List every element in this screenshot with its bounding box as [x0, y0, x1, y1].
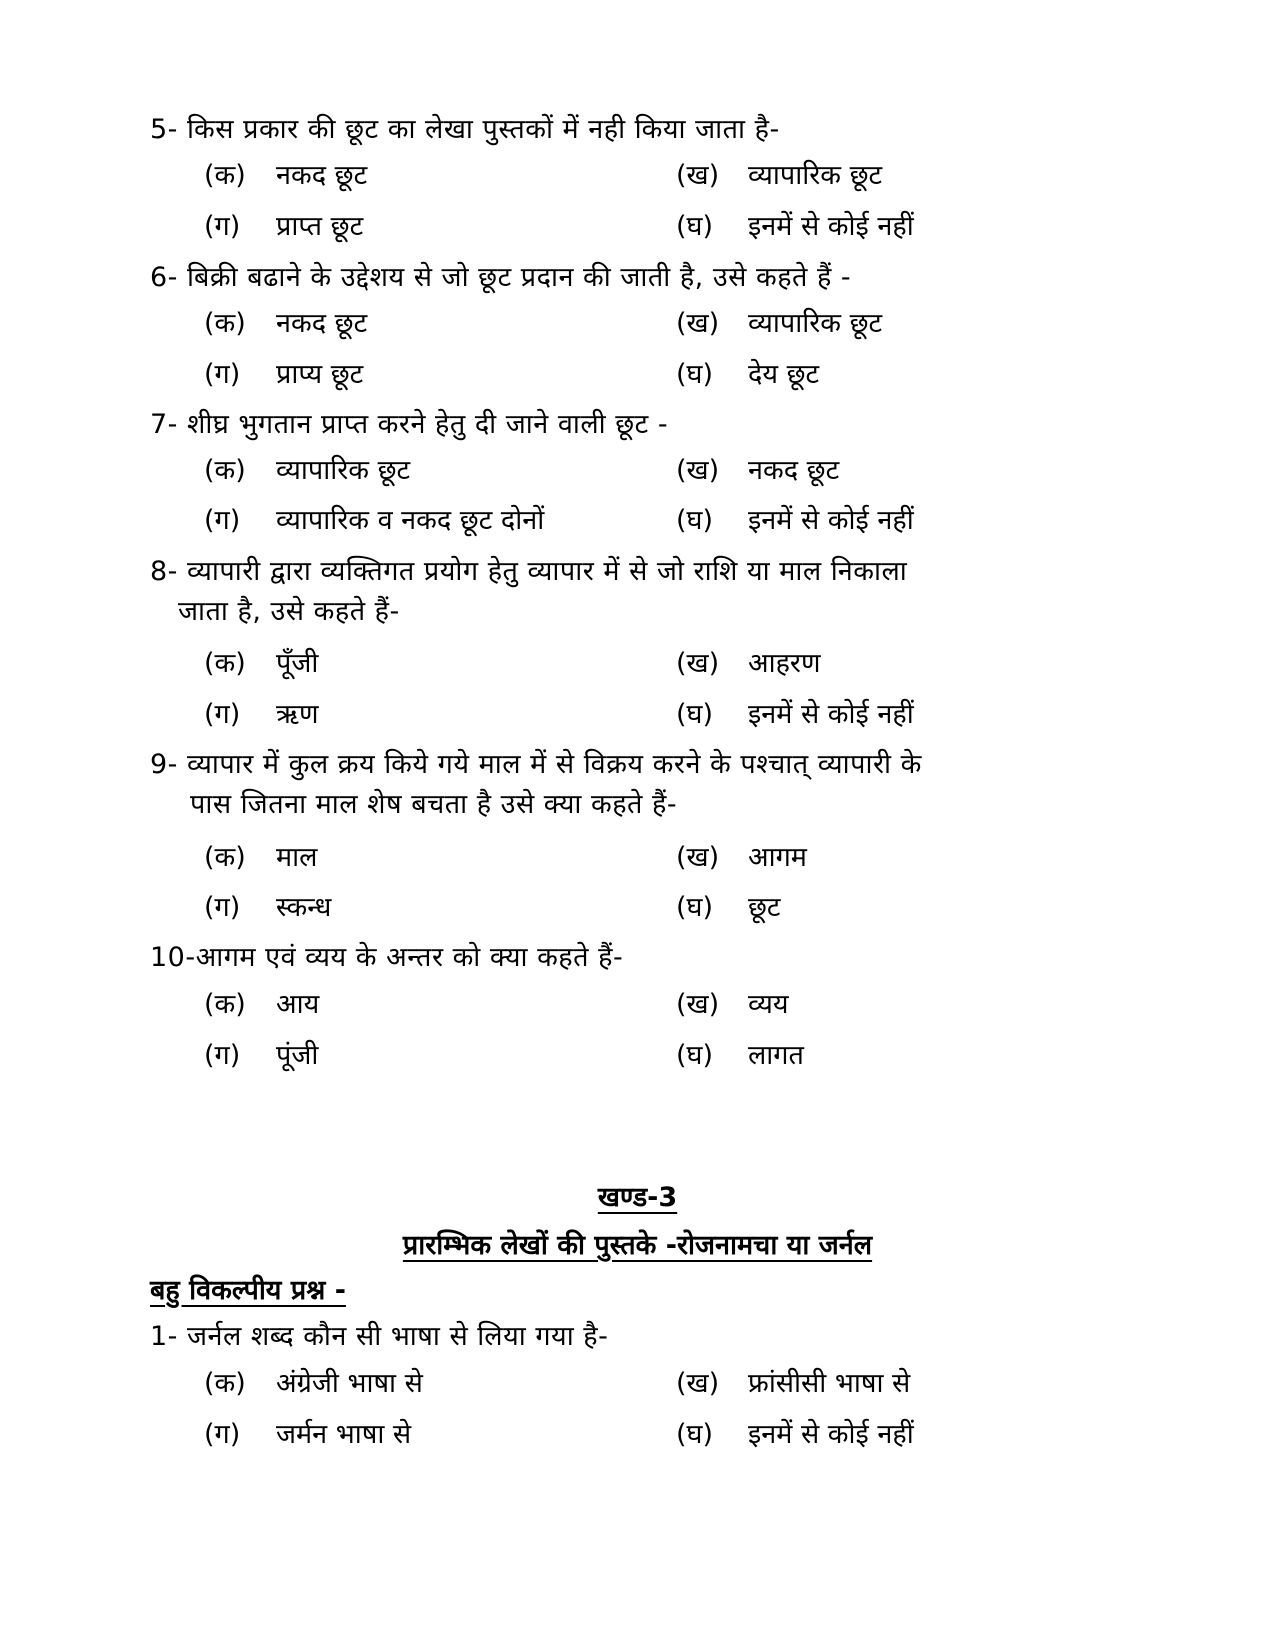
- option-text: नकद छूट: [276, 308, 368, 339]
- section-heading-text: खण्ड-3: [597, 1182, 678, 1213]
- question-text-continued: जाता है, उसे कहते हैं-: [178, 596, 400, 627]
- option-label: (क): [204, 308, 246, 339]
- option-label: (ग): [204, 892, 241, 923]
- option-text: व्यापारिक व नकद छूट दोनों: [276, 505, 545, 536]
- option-text: इनमें से कोई नहीं: [748, 505, 914, 536]
- question-number: 9-: [150, 749, 178, 780]
- option-label: (क): [204, 648, 246, 679]
- option-c: [204, 1417, 411, 1453]
- option-label: (घ): [676, 505, 714, 536]
- option-text: देय छूट: [748, 359, 820, 390]
- option-b: [676, 1366, 910, 1402]
- question-number: 8-: [150, 556, 178, 587]
- question-text: शीघ्र भुगतान प्राप्त करने हेतु दी जाने वाली छूट -: [187, 409, 669, 440]
- option-label: (क): [204, 842, 246, 873]
- option-text: प्राप्य छूट: [276, 359, 364, 390]
- option-label: (ग): [204, 1040, 241, 1071]
- option-label: (क): [204, 455, 246, 486]
- question-number: 10-: [150, 942, 196, 973]
- option-text: व्यापारिक छूट: [748, 308, 883, 339]
- section-question-1: [150, 1317, 1110, 1357]
- option-label: (क): [204, 1368, 246, 1399]
- option-d: [676, 503, 914, 539]
- option-label: (ग): [204, 1419, 241, 1450]
- option-c: [204, 1038, 318, 1074]
- option-text: जर्मन भाषा से: [276, 1419, 412, 1450]
- option-a: [204, 306, 367, 342]
- question-8: [150, 552, 1110, 632]
- option-text: इनमें से कोई नहीं: [748, 699, 914, 730]
- option-label: (ख): [676, 1368, 720, 1399]
- option-b: [676, 646, 821, 682]
- section-title: [0, 1228, 1275, 1264]
- question-7: [150, 405, 1110, 445]
- option-text: इनमें से कोई नहीं: [748, 211, 914, 242]
- question-10: [150, 938, 1110, 978]
- option-text: स्कन्ध: [276, 892, 332, 923]
- option-b: [676, 840, 807, 876]
- option-text: नकद छूट: [276, 160, 368, 191]
- option-label: (क): [204, 989, 246, 1020]
- option-a: [204, 987, 319, 1023]
- option-text: व्यापारिक छूट: [748, 160, 883, 191]
- option-a: [204, 646, 318, 682]
- option-label: (क): [204, 160, 246, 191]
- option-a: [204, 840, 317, 876]
- option-text: पूंजी: [276, 1040, 319, 1071]
- option-text: प्राप्त छूट: [276, 211, 364, 242]
- option-text: फ्रांसीसी भाषा से: [748, 1368, 911, 1399]
- option-d: [676, 357, 819, 393]
- option-d: [676, 697, 914, 733]
- option-label: (घ): [676, 359, 714, 390]
- option-b: [676, 453, 839, 489]
- option-label: (घ): [676, 1419, 714, 1450]
- option-c: [204, 697, 319, 733]
- option-text: छूट: [748, 892, 781, 923]
- option-text: माल: [276, 842, 318, 873]
- option-b: [676, 306, 882, 342]
- option-d: [676, 209, 914, 245]
- option-a: [204, 453, 410, 489]
- question-5: [150, 110, 1110, 150]
- option-label: (ख): [676, 648, 720, 679]
- option-b: [676, 987, 789, 1023]
- option-a: [204, 158, 367, 194]
- option-label: (ग): [204, 699, 241, 730]
- section-subheading: बहु विकल्पीय प्रश्न -: [150, 1275, 346, 1306]
- option-text: अंग्रेजी भाषा से: [276, 1368, 423, 1399]
- option-c: [204, 357, 363, 393]
- section-title-text: प्रारम्भिक लेखों की पुस्तके -रोजनामचा या जर्नल: [402, 1230, 873, 1261]
- option-label: (ख): [676, 308, 720, 339]
- option-text: व्यापारिक छूट: [276, 455, 411, 486]
- option-label: (घ): [676, 699, 714, 730]
- option-text: पूँजी: [276, 648, 319, 679]
- question-number: 5-: [150, 114, 178, 145]
- option-label: (ग): [204, 359, 241, 390]
- option-text: इनमें से कोई नहीं: [748, 1419, 914, 1450]
- option-label: (ख): [676, 455, 720, 486]
- option-label: (घ): [676, 1040, 714, 1071]
- question-text: व्यापारी द्वारा व्यक्तिगत प्रयोग हेतु व्यापार में से जो राशि या माल निकाला: [187, 556, 908, 587]
- option-text: नकद छूट: [748, 455, 840, 486]
- question-text-continued: पास जितना माल शेष बचता है उसे क्या कहते हैं-: [190, 789, 678, 820]
- question-number: 6-: [150, 262, 178, 293]
- question-6: [150, 258, 1110, 298]
- question-text: आगम एवं व्यय के अन्तर को क्या कहते हैं-: [195, 942, 624, 973]
- question-text: व्यापार में कुल क्रय किये गये माल में से विक्रय करने के पश्चात् व्यापारी के: [187, 749, 922, 780]
- option-text: आय: [276, 989, 320, 1020]
- option-b: [676, 158, 882, 194]
- question-text: जर्नल शब्द कौन सी भाषा से लिया गया है-: [187, 1321, 609, 1352]
- option-c: [204, 890, 331, 926]
- option-label: (घ): [676, 211, 714, 242]
- option-label: (ग): [204, 211, 241, 242]
- option-text: व्यय: [748, 989, 789, 1020]
- option-label: (ख): [676, 160, 720, 191]
- section-heading: [0, 1180, 1275, 1216]
- question-9: [150, 745, 1110, 825]
- option-a: [204, 1366, 423, 1402]
- option-label: (ख): [676, 989, 720, 1020]
- option-c: [204, 503, 544, 539]
- option-d: [676, 1038, 804, 1074]
- option-label: (ख): [676, 842, 720, 873]
- option-d: [676, 1417, 914, 1453]
- question-number: 1-: [150, 1321, 178, 1352]
- option-text: आगम: [748, 842, 807, 873]
- option-text: ऋण: [276, 699, 319, 730]
- option-d: [676, 890, 781, 926]
- question-text: किस प्रकार की छूट का लेखा पुस्तकों में नही किया जाता है-: [187, 114, 780, 145]
- option-text: आहरण: [748, 648, 821, 679]
- question-number: 7-: [150, 409, 178, 440]
- option-text: लागत: [748, 1040, 804, 1071]
- option-label: (घ): [676, 892, 714, 923]
- question-text: बिक्री बढाने के उद्देशय से जो छूट प्रदान की जाती है, उसे कहते हैं -: [187, 262, 852, 293]
- option-c: [204, 209, 363, 245]
- option-label: (ग): [204, 505, 241, 536]
